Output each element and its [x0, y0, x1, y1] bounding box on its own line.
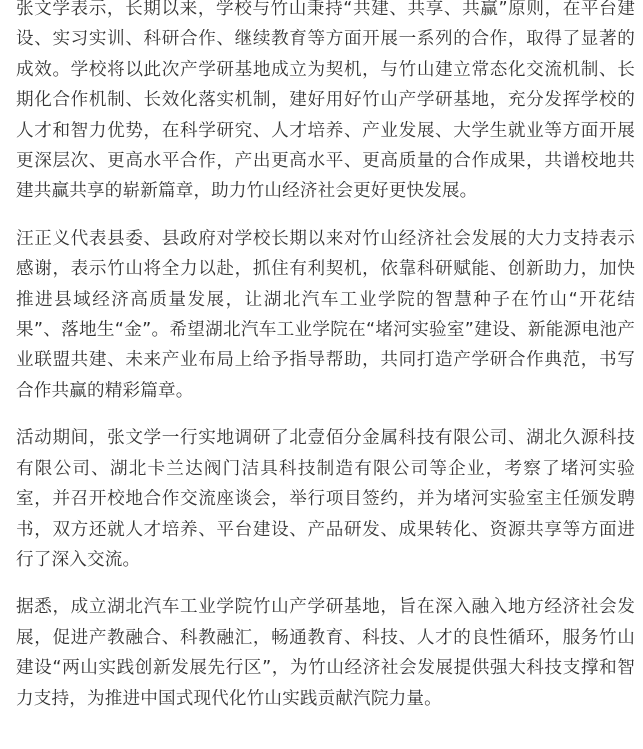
paragraph-cooperation-remarks: 张文学表示，长期以来，学校与竹山秉持“共建、共享、共赢”原则，在平台建设、实习实训、科研合作、继续教育等方面开展一系列的合作，取得了显著的成效。学校将以此次产学研基地成立为契机，与竹山建立常态化交流机制、长期化合作机制、长效化落实机制，建好用好竹山产学研基地，充分发挥学校的人才和智力优势，在科学研究、人才培养、产业发展、大学生就业等方面开展更深层次、更高水平合作，产出更高水平、更高质量的合作成果，共谱校地共建共赢共享的崭新篇章，助力竹山经济社会更好更快发展。 [16, 0, 635, 202]
paragraph-county-thanks: 汪正义代表县委、县政府对学校长期以来对竹山经济社会发展的大力支持表示感谢，表示竹山将全力以赴，抓住有利契机，依靠科研赋能、创新助力，加快推进县域经济高质量发展，让湖北汽车工业学院的智慧种子在竹山“开花结果”、落地生“金”。希望湖北汽车工业学院在“堵河实验室”建设、新能源电池产业联盟共建、未来产业布局上给予指导帮助，共同打造产学研合作典范，书写合作共赢的精彩篇章。 [16, 228, 635, 401]
paragraph-activity-visit: 活动期间，张文学一行实地调研了北壹佰分金属科技有限公司、湖北久源科技有限公司、湖北卡兰达阀门洁具科技制造有限公司等企业，考察了堵河实验室，并召开校地合作交流座谈会，举行项目签约，并为堵河实验室主任颁发聘书，双方还就人才培养、平台建设、产品研发、成果转化、资源共享等方面进行了深入交流。 [16, 428, 635, 570]
paragraph-base-purpose: 据悉，成立湖北汽车工业学院竹山产学研基地，旨在深入融入地方经济社会发展，促进产教融合、科教融汇，畅通教育、科技、人才的良性循环，服务竹山建设“两山实践创新发展先行区”，为竹山经济社会发展提供强大科技支撑和智力支持，为推进中国式现代化竹山实践贡献汽院力量。 [16, 597, 635, 709]
